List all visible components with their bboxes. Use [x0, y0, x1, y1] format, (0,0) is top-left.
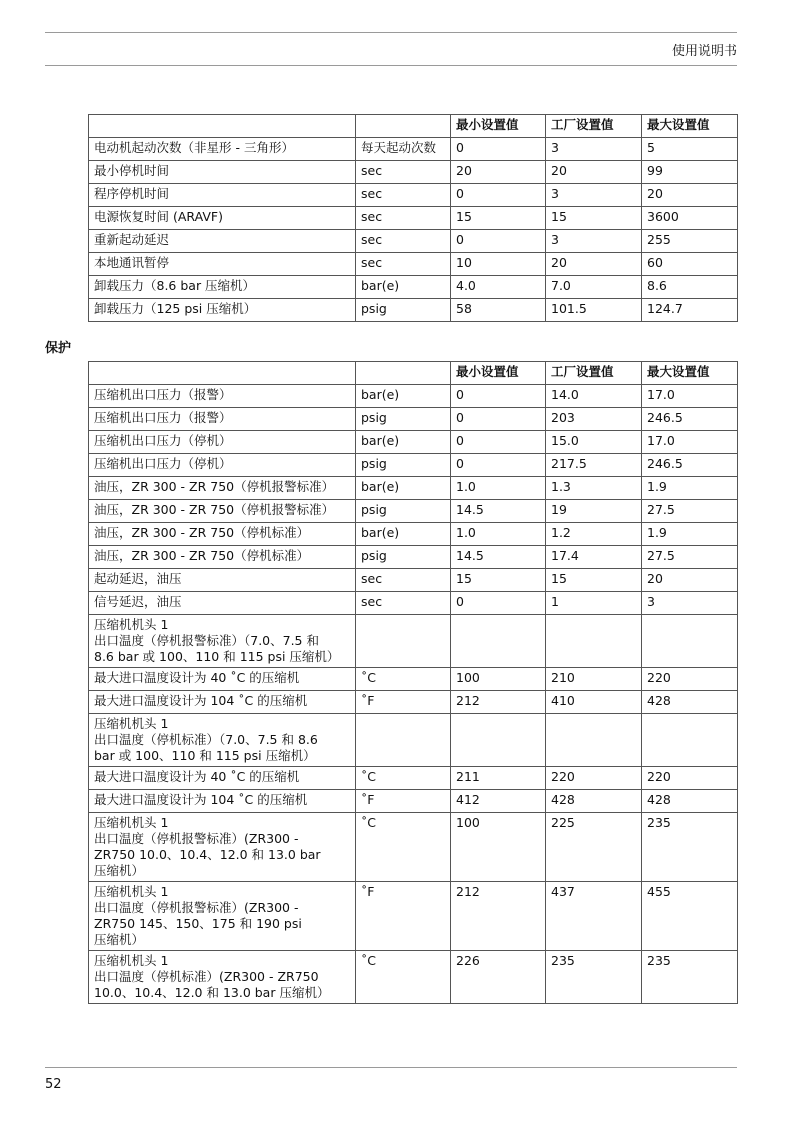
table-cell: 0	[451, 230, 546, 253]
table-cell: 217.5	[546, 454, 642, 477]
table-cell: 1	[546, 592, 642, 615]
table-row	[89, 161, 738, 184]
table-row	[89, 668, 738, 691]
header-cell-factory: 工厂设置值	[546, 115, 642, 138]
table-cell: 246.5	[642, 408, 738, 431]
settings-table	[88, 114, 738, 322]
table-cell: 17.0	[642, 431, 738, 454]
table-cell: 17.0	[642, 385, 738, 408]
table-cell: 压缩机机头 1 出口温度（停机报警标准）(ZR300 - ZR750 10.0、10.4、12.0 和 13.0 bar 压缩机）	[89, 813, 356, 882]
table-row	[89, 691, 738, 714]
table-cell: bar(e)	[356, 385, 451, 408]
table-row	[89, 523, 738, 546]
table-cell: 14.0	[546, 385, 642, 408]
table-cell: bar(e)	[356, 477, 451, 500]
table-row	[89, 184, 738, 207]
table-row	[89, 454, 738, 477]
header-cell-factory: 工厂设置值	[546, 362, 642, 385]
table-cell: 3	[642, 592, 738, 615]
table-row	[89, 431, 738, 454]
table-cell: bar(e)	[356, 523, 451, 546]
table-cell: 455	[642, 882, 738, 951]
table-cell: ˚F	[356, 691, 451, 714]
table-cell: 压缩机机头 1 出口温度（停机标准）（7.0、7.5 和 8.6 bar 或 100、110 和 115 psi 压缩机）	[89, 714, 356, 767]
table-cell: 235	[546, 951, 642, 1004]
table-cell: 1.2	[546, 523, 642, 546]
table-cell: 0	[451, 408, 546, 431]
table-cell: 0	[451, 454, 546, 477]
header-rule-top	[45, 32, 737, 33]
table-cell	[546, 615, 642, 668]
table-cell: 124.7	[642, 299, 738, 322]
table-cell	[451, 714, 546, 767]
table-cell: 起动延迟，油压	[89, 569, 356, 592]
table-cell: 0	[451, 385, 546, 408]
table-cell: sec	[356, 230, 451, 253]
table-row	[89, 385, 738, 408]
header-cell	[89, 115, 356, 138]
table-row	[89, 813, 738, 882]
table-cell: 19	[546, 500, 642, 523]
table-cell: 最大进口温度设计为 40 ˚C 的压缩机	[89, 668, 356, 691]
table-cell: 15	[451, 569, 546, 592]
table-cell: 20	[451, 161, 546, 184]
table-row	[89, 790, 738, 813]
table-row	[89, 615, 738, 668]
table-cell: psig	[356, 299, 451, 322]
table-cell: 15	[546, 569, 642, 592]
header-cell-max: 最大设置值	[642, 362, 738, 385]
table-cell: 每天起动次数	[356, 138, 451, 161]
table-cell: 压缩机出口压力（报警）	[89, 385, 356, 408]
table-cell: bar(e)	[356, 431, 451, 454]
table-cell: 203	[546, 408, 642, 431]
table-row	[89, 592, 738, 615]
table-cell: 15	[451, 207, 546, 230]
table-row	[89, 207, 738, 230]
table-cell: 5	[642, 138, 738, 161]
table-cell: ˚C	[356, 951, 451, 1004]
table-cell: 3	[546, 184, 642, 207]
table-cell: 27.5	[642, 546, 738, 569]
table-cell: 7.0	[546, 276, 642, 299]
table-cell: 最大进口温度设计为 104 ˚C 的压缩机	[89, 790, 356, 813]
table-cell: 437	[546, 882, 642, 951]
table-cell: 225	[546, 813, 642, 882]
table-row	[89, 714, 738, 767]
table-cell: 60	[642, 253, 738, 276]
table-cell: 程序停机时间	[89, 184, 356, 207]
table-cell: ˚C	[356, 813, 451, 882]
table-cell: 压缩机出口压力（停机）	[89, 454, 356, 477]
table-cell: ˚C	[356, 767, 451, 790]
table-cell: 410	[546, 691, 642, 714]
table-cell: 1.0	[451, 523, 546, 546]
table-cell: 99	[642, 161, 738, 184]
table-cell: 油压，ZR 300 - ZR 750（停机标准）	[89, 546, 356, 569]
table-cell: 235	[642, 813, 738, 882]
table-cell: 220	[642, 668, 738, 691]
table-cell: 3600	[642, 207, 738, 230]
table-cell: 1.0	[451, 477, 546, 500]
table-cell: 101.5	[546, 299, 642, 322]
table-cell: 0	[451, 431, 546, 454]
table-cell: 220	[546, 767, 642, 790]
table-cell: 最小停机时间	[89, 161, 356, 184]
settings-table-body	[89, 138, 738, 322]
table-cell: 235	[642, 951, 738, 1004]
table-header-row	[89, 115, 738, 138]
protection-table	[88, 361, 738, 1004]
table-cell: 压缩机机头 1 出口温度（停机报警标准）(ZR300 - ZR750 145、150、175 和 190 psi 压缩机）	[89, 882, 356, 951]
header-cell	[356, 115, 451, 138]
table-cell: 1.3	[546, 477, 642, 500]
table-cell: psig	[356, 500, 451, 523]
table-cell: 27.5	[642, 500, 738, 523]
header-cell	[89, 362, 356, 385]
page-number: 52	[45, 1077, 62, 1092]
table-cell: 信号延迟，油压	[89, 592, 356, 615]
table-row	[89, 138, 738, 161]
table-row	[89, 951, 738, 1004]
table-cell: 本地通讯暂停	[89, 253, 356, 276]
table-cell: psig	[356, 546, 451, 569]
table-cell: 428	[546, 790, 642, 813]
table-cell: 428	[642, 691, 738, 714]
table-cell	[451, 615, 546, 668]
table-cell: 10	[451, 253, 546, 276]
table-cell: sec	[356, 592, 451, 615]
table-cell: 4.0	[451, 276, 546, 299]
header-cell-min: 最小设置值	[451, 115, 546, 138]
table-cell: 17.4	[546, 546, 642, 569]
table-cell: ˚F	[356, 790, 451, 813]
table-cell: 211	[451, 767, 546, 790]
table-cell: 20	[642, 569, 738, 592]
table-row	[89, 477, 738, 500]
table-cell: 210	[546, 668, 642, 691]
table-cell: 压缩机出口压力（报警）	[89, 408, 356, 431]
table-cell	[642, 714, 738, 767]
table-cell: sec	[356, 207, 451, 230]
table-cell: sec	[356, 161, 451, 184]
table-cell: 压缩机机头 1 出口温度（停机报警标准）（7.0、7.5 和 8.6 bar 或 100、110 和 115 psi 压缩机）	[89, 615, 356, 668]
table-cell: 电动机起动次数（非星形 - 三角形）	[89, 138, 356, 161]
table-cell: 255	[642, 230, 738, 253]
table-cell	[356, 615, 451, 668]
header-cell	[356, 362, 451, 385]
table-row	[89, 767, 738, 790]
table-cell: 压缩机机头 1 出口温度（停机标准）(ZR300 - ZR750 10.0、10.4、12.0 和 13.0 bar 压缩机）	[89, 951, 356, 1004]
table-cell: 14.5	[451, 500, 546, 523]
table-cell: 重新起动延迟	[89, 230, 356, 253]
table-cell: bar(e)	[356, 276, 451, 299]
section-title: 保护	[45, 341, 72, 356]
table-cell: 0	[451, 138, 546, 161]
table-cell	[642, 615, 738, 668]
table-cell: 246.5	[642, 454, 738, 477]
table-header-row	[89, 362, 738, 385]
table-cell: 15	[546, 207, 642, 230]
table-cell: 卸载压力（125 psi 压缩机）	[89, 299, 356, 322]
table-cell: 20	[546, 253, 642, 276]
table-row	[89, 299, 738, 322]
table-cell: 8.6	[642, 276, 738, 299]
table-cell	[546, 714, 642, 767]
header-cell-min: 最小设置值	[451, 362, 546, 385]
table-cell: 0	[451, 592, 546, 615]
table-cell: 15.0	[546, 431, 642, 454]
table-cell: sec	[356, 569, 451, 592]
table-cell: 油压，ZR 300 - ZR 750（停机报警标准）	[89, 500, 356, 523]
table-cell: 电源恢复时间 (ARAVF)	[89, 207, 356, 230]
protection-table-body	[89, 385, 738, 1004]
table-cell: 油压，ZR 300 - ZR 750（停机报警标准）	[89, 477, 356, 500]
table-cell: 428	[642, 790, 738, 813]
table-row	[89, 408, 738, 431]
table-cell: 卸载压力（8.6 bar 压缩机）	[89, 276, 356, 299]
table-row	[89, 500, 738, 523]
header-title: 使用说明书	[671, 44, 737, 59]
table-row	[89, 276, 738, 299]
table-cell: psig	[356, 454, 451, 477]
table-row	[89, 253, 738, 276]
header-rule-bottom	[45, 65, 737, 66]
table-cell: 212	[451, 882, 546, 951]
table-cell: 14.5	[451, 546, 546, 569]
table-cell: ˚F	[356, 882, 451, 951]
table-cell: 58	[451, 299, 546, 322]
table-cell: 最大进口温度设计为 40 ˚C 的压缩机	[89, 767, 356, 790]
table-cell: 1.9	[642, 477, 738, 500]
table-cell: 20	[642, 184, 738, 207]
table-cell: 220	[642, 767, 738, 790]
table-cell: sec	[356, 184, 451, 207]
table-row	[89, 882, 738, 951]
table-cell	[356, 714, 451, 767]
table-cell: 100	[451, 668, 546, 691]
table-row	[89, 569, 738, 592]
table-cell: 100	[451, 813, 546, 882]
table-cell: sec	[356, 253, 451, 276]
table-cell: 压缩机出口压力（停机）	[89, 431, 356, 454]
table-cell: 0	[451, 184, 546, 207]
table-cell: 最大进口温度设计为 104 ˚C 的压缩机	[89, 691, 356, 714]
table-cell: 226	[451, 951, 546, 1004]
table-cell: 3	[546, 138, 642, 161]
table-cell: 1.9	[642, 523, 738, 546]
table-cell: 20	[546, 161, 642, 184]
table-row	[89, 230, 738, 253]
table-cell: 油压，ZR 300 - ZR 750（停机标准）	[89, 523, 356, 546]
table-cell: 3	[546, 230, 642, 253]
header-cell-max: 最大设置值	[642, 115, 738, 138]
table-row	[89, 546, 738, 569]
table-cell: ˚C	[356, 668, 451, 691]
table-cell: 412	[451, 790, 546, 813]
table-cell: 212	[451, 691, 546, 714]
table-cell: psig	[356, 408, 451, 431]
footer-rule	[45, 1067, 737, 1068]
